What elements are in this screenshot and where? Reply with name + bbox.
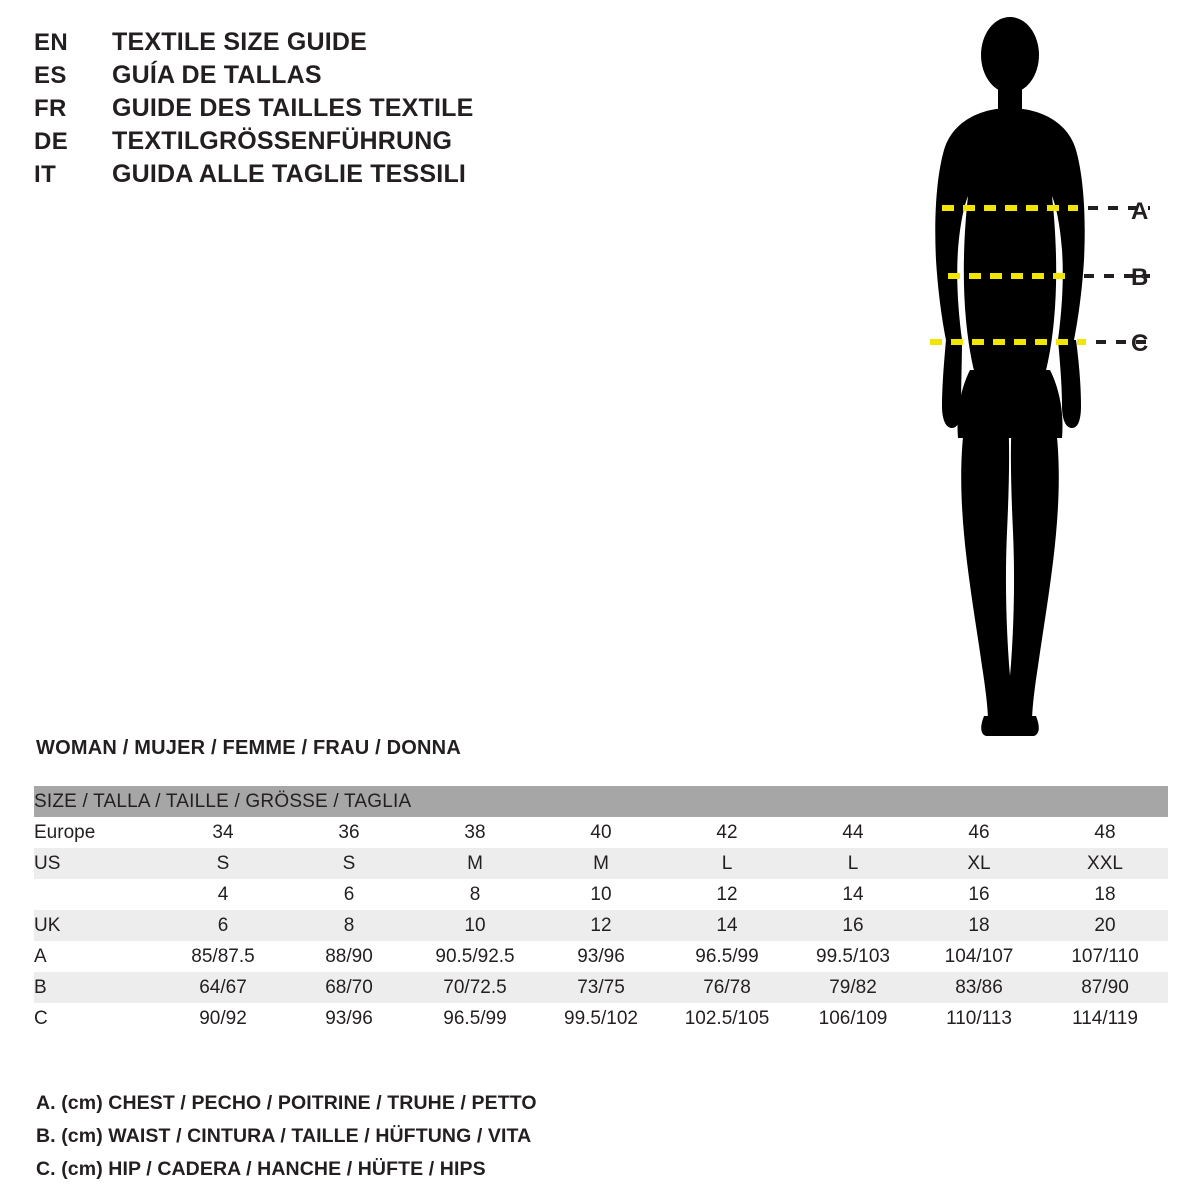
table-cell: XXL [1042,848,1168,879]
language-code: IT [34,161,57,188]
table-cell: 18 [1042,879,1168,910]
table-cell: S [160,848,286,879]
table-cell: 83/86 [916,972,1042,1003]
table-cell: 64/67 [160,972,286,1003]
table-cell: 99.5/103 [790,941,916,972]
table-cell: 106/109 [790,1003,916,1034]
table-cell: 36 [286,817,412,848]
table-cell: 96.5/99 [412,1003,538,1034]
section-caption: WOMAN / MUJER / FEMME / FRAU / DONNA [36,737,461,759]
row-label [34,879,160,910]
table-cell: 85/87.5 [160,941,286,972]
table-cell: 70/72.5 [412,972,538,1003]
table-cell: 96.5/99 [664,941,790,972]
table-cell: 42 [664,817,790,848]
table-header-label: SIZE / TALLA / TAILLE / GRÖSSE / TAGLIA [34,786,1168,817]
table-cell: 6 [286,879,412,910]
table-cell: 8 [412,879,538,910]
language-code: DE [34,128,69,155]
table-row [34,910,1168,941]
row-label: UK [34,910,160,941]
table-cell: 87/90 [1042,972,1168,1003]
measurement-figure [860,10,1190,750]
table-cell: 93/96 [286,1003,412,1034]
table-row [34,879,1168,910]
table-cell: 4 [160,879,286,910]
language-title: GUÍA DE TALLAS [112,61,322,89]
table-cell: 10 [412,910,538,941]
table-row [34,1003,1168,1034]
table-cell: 34 [160,817,286,848]
table-row [34,941,1168,972]
size-table [34,786,1168,1034]
table-cell: 12 [538,910,664,941]
table-cell: 38 [412,817,538,848]
table-cell: 14 [664,910,790,941]
table-cell: 114/119 [1042,1003,1168,1034]
language-row [34,61,654,94]
legend-item-waist: B. (cm) WAIST / CINTURA / TAILLE / HÜFTUNG / VITA [36,1125,532,1147]
table-cell: L [790,848,916,879]
table-cell: M [412,848,538,879]
table-cell: M [538,848,664,879]
table-cell: 110/113 [916,1003,1042,1034]
language-row [34,28,654,61]
language-code: ES [34,62,67,89]
table-cell: 44 [790,817,916,848]
language-title-list [34,28,654,193]
language-title: GUIDA ALLE TAGLIE TESSILI [112,160,467,188]
legend-item-chest: A. (cm) CHEST / PECHO / POITRINE / TRUHE / PETTO [36,1092,537,1114]
language-title: TEXTILE SIZE GUIDE [112,28,368,56]
table-cell: 18 [916,910,1042,941]
marker-label-c: C [1131,330,1149,357]
language-code: EN [34,29,69,56]
table-cell: XL [916,848,1042,879]
table-cell: 10 [538,879,664,910]
table-cell: 102.5/105 [664,1003,790,1034]
table-cell: 79/82 [790,972,916,1003]
table-cell: 107/110 [1042,941,1168,972]
table-cell: 93/96 [538,941,664,972]
language-title: TEXTILGRÖSSENFÜHRUNG [112,127,453,155]
table-cell: 90/92 [160,1003,286,1034]
table-cell: 12 [664,879,790,910]
table-cell: 90.5/92.5 [412,941,538,972]
language-row [34,160,654,193]
table-cell: 46 [916,817,1042,848]
size-table-container [34,786,1168,1034]
row-label: Europe [34,817,160,848]
table-cell: 76/78 [664,972,790,1003]
legend-item-hip: C. (cm) HIP / CADERA / HANCHE / HÜFTE / HIPS [36,1158,486,1180]
table-cell: 14 [790,879,916,910]
measurement-legend [36,1087,537,1186]
table-cell: 6 [160,910,286,941]
table-row [34,817,1168,848]
table-header-row [34,786,1168,817]
row-label: A [34,941,160,972]
table-cell: L [664,848,790,879]
row-label: C [34,1003,160,1034]
language-row [34,94,654,127]
table-row [34,972,1168,1003]
table-cell: 8 [286,910,412,941]
table-cell: 48 [1042,817,1168,848]
table-cell: 40 [538,817,664,848]
marker-label-a: A [1131,198,1149,225]
marker-label-b: B [1131,264,1149,291]
table-cell: 99.5/102 [538,1003,664,1034]
row-label: B [34,972,160,1003]
table-cell: 20 [1042,910,1168,941]
row-label: US [34,848,160,879]
table-row [34,848,1168,879]
woman-silhouette-icon [860,10,1190,750]
language-title: GUIDE DES TAILLES TEXTILE [112,94,474,122]
language-code: FR [34,95,67,122]
table-cell: 16 [916,879,1042,910]
language-row [34,127,654,160]
table-cell: 88/90 [286,941,412,972]
table-cell: 104/107 [916,941,1042,972]
table-cell: S [286,848,412,879]
table-cell: 68/70 [286,972,412,1003]
table-cell: 73/75 [538,972,664,1003]
table-cell: 16 [790,910,916,941]
